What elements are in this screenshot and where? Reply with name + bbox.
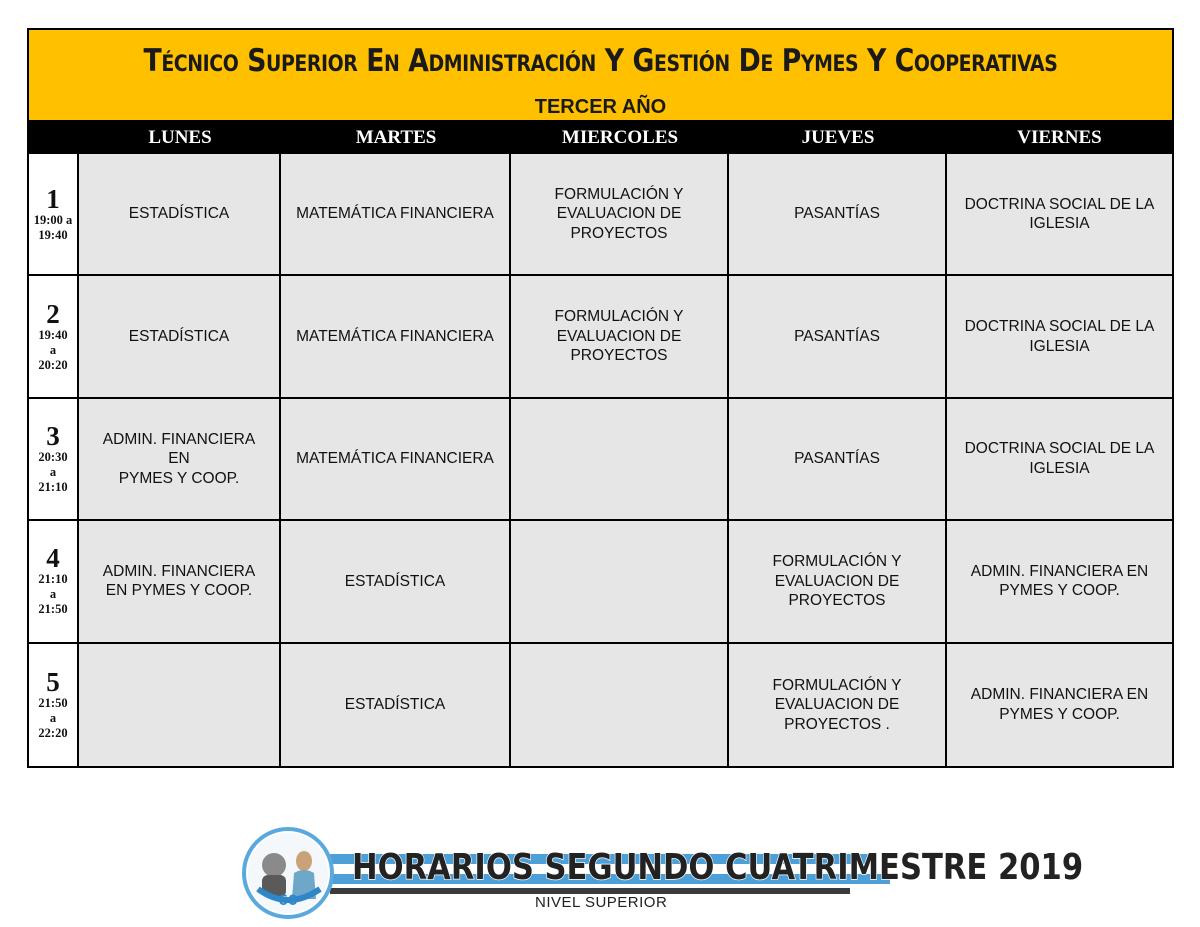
- svg-text:60: 60: [278, 893, 298, 909]
- period-number: 1: [46, 183, 60, 214]
- day-header-viernes: VIERNES: [1017, 127, 1102, 148]
- footer-banner: [238, 823, 1084, 923]
- period-time-cell: [29, 521, 79, 643]
- period-time-cell: [29, 276, 79, 398]
- schedule-cell: ADMIN. FINANCIERA EN PYMES Y COOP.: [79, 399, 281, 521]
- period-number: 4: [46, 543, 60, 574]
- period-time-range: 20:30 a 21:10: [38, 449, 68, 494]
- schedule-cell: ADMIN. FINANCIERA EN PYMES Y COOP.: [947, 644, 1172, 766]
- schedule-cell: [511, 521, 729, 643]
- period-time-range: 21:50 a 22:20: [38, 695, 68, 740]
- day-header-row: [29, 121, 1172, 154]
- schedule-cell: [79, 644, 281, 766]
- year-subtitle: TERCER AÑO: [534, 96, 667, 118]
- period-time-range: 19:00 a 19:40: [33, 212, 73, 242]
- period-time-range: 21:10 a 21:50: [38, 572, 68, 617]
- schedule-cell: FORMULACIÓN Y EVALUACION DE PROYECTOS: [729, 521, 947, 643]
- schedule-grid: [29, 154, 1172, 766]
- period-time-cell: [29, 399, 79, 521]
- schedule-table: [27, 28, 1174, 768]
- schedule-cell: DOCTRINA SOCIAL DE LA IGLESIA: [947, 276, 1172, 398]
- schedule-cell: PASANTÍAS: [729, 276, 947, 398]
- schedule-cell: ESTADÍSTICA: [281, 644, 511, 766]
- period-number: 2: [46, 298, 60, 329]
- footer-title: HORARIOS SEGUNDO CUATRIMESTRE 2019: [352, 847, 1084, 888]
- schedule-cell: FORMULACIÓN Y EVALUACION DE PROYECTOS: [511, 276, 729, 398]
- period-number: 3: [46, 420, 60, 451]
- period-time-cell: [29, 644, 79, 766]
- schedule-cell: DOCTRINA SOCIAL DE LA IGLESIA: [947, 154, 1172, 276]
- schedule-cell: FORMULACIÓN Y EVALUACION DE PROYECTOS .: [729, 644, 947, 766]
- schedule-cell: ESTADÍSTICA: [79, 154, 281, 276]
- period-time-range: 19:40 a 20:20: [38, 327, 68, 372]
- title-band: [29, 30, 1172, 121]
- day-header-lunes: LUNES: [148, 127, 212, 148]
- schedule-cell: ADMIN. FINANCIERA EN PYMES Y COOP.: [79, 521, 281, 643]
- schedule-cell: FORMULACIÓN Y EVALUACION DE PROYECTOS: [511, 154, 729, 276]
- footer-subtitle: NIVEL SUPERIOR: [535, 894, 668, 911]
- day-header-miercoles: MIERCOLES: [561, 127, 679, 148]
- period-time-cell: [29, 154, 79, 276]
- school-logo-icon: [242, 827, 334, 919]
- schedule-cell: [511, 644, 729, 766]
- schedule-cell: [511, 399, 729, 521]
- day-header-jueves: JUEVES: [801, 127, 875, 148]
- schedule-cell: MATEMÁTICA FINANCIERA: [281, 276, 511, 398]
- schedule-cell: ESTADÍSTICA: [281, 521, 511, 643]
- day-header-martes: MARTES: [355, 127, 437, 148]
- schedule-cell: ADMIN. FINANCIERA EN PYMES Y COOP.: [947, 521, 1172, 643]
- schedule-cell: MATEMÁTICA FINANCIERA: [281, 399, 511, 521]
- schedule-cell: DOCTRINA SOCIAL DE LA IGLESIA: [947, 399, 1172, 521]
- page-title: Técnico Superior En Administración Y Gestión De Pymes Y Cooperativas: [143, 43, 1058, 79]
- schedule-cell: MATEMÁTICA FINANCIERA: [281, 154, 511, 276]
- schedule-cell: ESTADÍSTICA: [79, 276, 281, 398]
- schedule-cell: PASANTÍAS: [729, 399, 947, 521]
- school-logo-graphic: [246, 831, 330, 915]
- period-number: 5: [46, 666, 60, 697]
- schedule-cell: PASANTÍAS: [729, 154, 947, 276]
